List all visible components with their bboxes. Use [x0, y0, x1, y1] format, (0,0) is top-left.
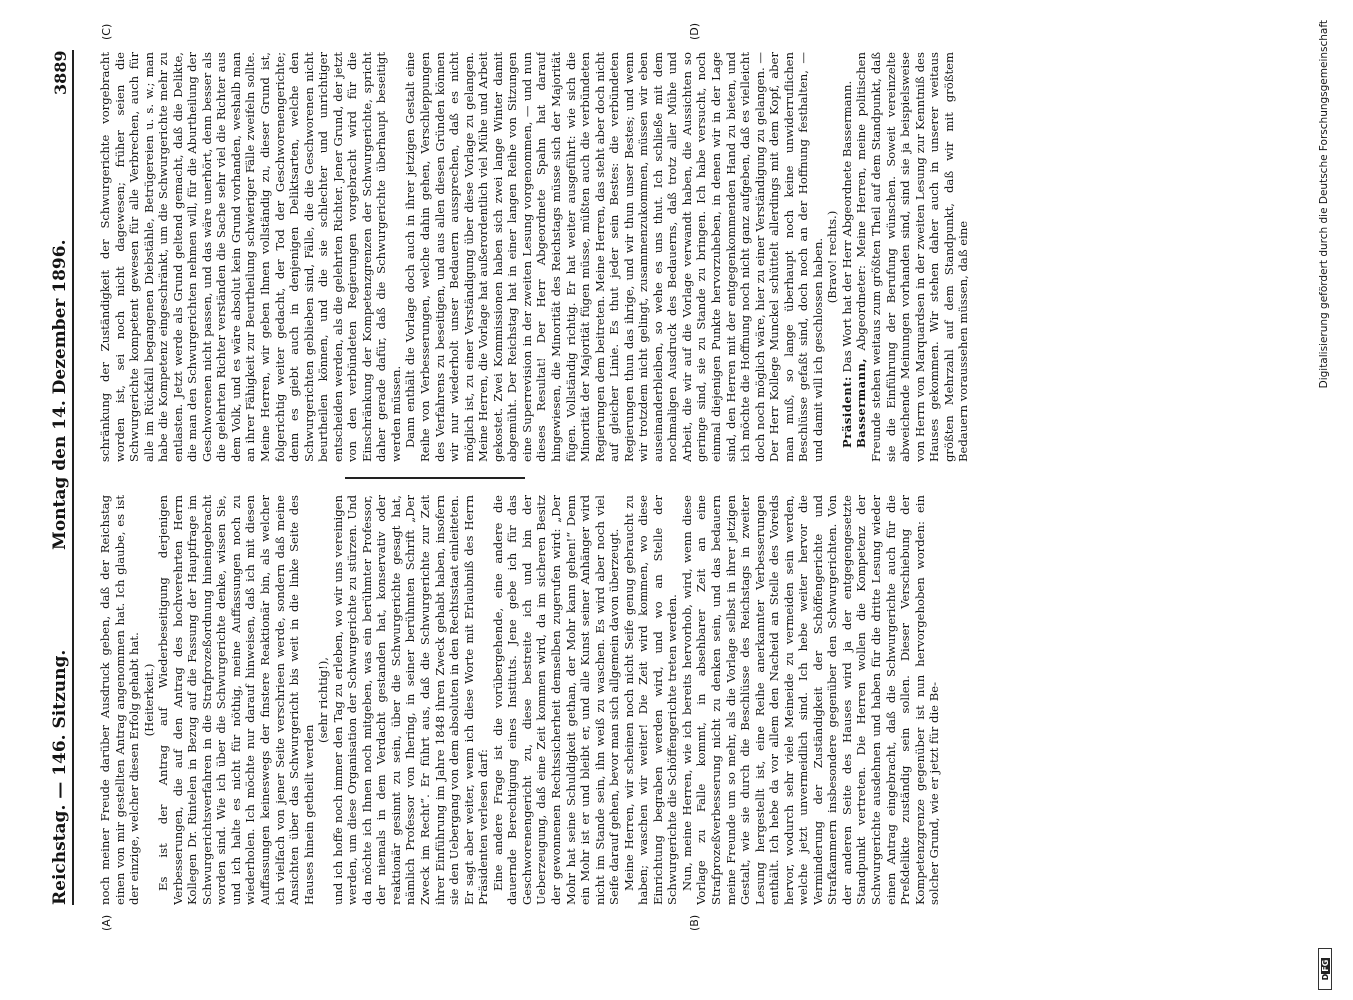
margin-marker-c: (C) [100, 23, 113, 40]
running-header-date: Montag den 14. Dezember 1896. [50, 239, 70, 550]
interjection: (sehr richtig!), [316, 657, 331, 743]
quotation: Eine andere Frage ist die vorübergehende, eine andere die dauernde Berechtigung eines Instituts. Jene gebe ich für das Geschworenengericht zu, diese bestreite ich und bin der Ueberzeugung, daß eine Zeit kommen wird, da im sicheren Besitz der gewonnenen Rechtssicherheit demselben zugerufen wird: „Der Mohr hat seine Schuldigkeit gethan, der Mohr kann gehen!“ Denn ein Mohr ist er und bleibt er, und alle Kunst seiner Anhänger wird nicht im Stande sein, ihn weiß zu waschen. Es wird aber noch viel Seife darauf gehen, bevor man sich allgemein davon überzeugt. [490, 495, 622, 905]
paragraph: Es ist der Antrag auf Wiederbeseitigung derjenigen Verbesserungen, die auf den Antrag des hochverehrten Herrn Kollegen Dr. Rintelen in Bezug auf die Fassung der Hauptfrage im Schwurgerichtsverfahren in die Strafprozeßordnung hineingebracht worden sind. Wie ich über die Schwurgerichte denke, wissen Sie, und ich halte es nicht für nöthig, meine Auffassungen noch zu wiederholen. Ich möchte nur darauf hinweisen, daß ich mit diesen Auffassungen keineswegs der finstere Reaktionär bin, als welcher ich vielfach von jener Seite verschrieen werde, sondern daß meine Ansichten über das Schwurgericht bis weit in die linke Seite des Hauses hinein getheilt werden [156, 495, 316, 905]
margin-marker-b: (B) [688, 914, 701, 931]
president-remark [840, 52, 855, 462]
margin-marker-a: (A) [100, 914, 113, 931]
page-number: 3889 [51, 50, 70, 95]
margin-marker-d: (D) [688, 22, 701, 40]
column-divider [345, 477, 525, 479]
running-header-session: Reichstag. — 146. Sitzung. [50, 649, 70, 905]
speaker-name: Präsident: [839, 376, 854, 448]
speaker-name: Bassermann, [854, 357, 869, 448]
paragraph: Nun, meine Herren, wie ich bereits hervorhob, wird, wenn diese Vorlage zu Falle kommt, in absehbarer Zeit an eine Strafprozeßverbesserung nicht zu denken sein, und das bedauern meine Freunde um so mehr, als die Vorlage selbst in ihrer jetzigen Gestalt, wie sie durch die Beschlüsse des Reichstags in zweiter Lesung hergestellt ist, eine Reihe anerkannter Verbesserungen enthält. Ich hebe da vor allem den Nacheid an Stelle des Voreids hervor, wodurch sehr viele Meineide zu vermeiden sein werden, welche jetzt unvermeidlich sind. Ich hebe weiter hervor die Verminderung der Zuständigkeit der Schöffengerichte und Strafkammern insbesondere gegenüber den Schwurgerichten. Von der anderen Seite des Hauses wird ja der entgegengesetzte Standpunkt vertreten. Die Herren wollen die Kompetenz der Schwurgerichte ausdehnen und haben für die dritte Lesung wieder einen Antrag eingebracht, daß die Schwurgerichte auch für die Preßdelikte zuständig sein sollen. Dieser Verschiebung der Kompetenzgrenze gegenüber ist nun hervorgehoben worden: ein solcher Grund, wie er jetzt für die Be- [679, 495, 942, 905]
speech-text: Abgeordneter: Meine Herren, meine politischen Freunde stehen weitaus zum größten Theil auf dem Standpunkt, daß sie die Einführung der Berufung wünschen. Soweit vereinzelte abweichende Meinungen vorhanden sind, sind sie ja beispielsweise von Herrn von Marquardsen in der zweiten Lesung zur Kenntniß des Hauses gekommen. Wir stehen daher auch in unserer weitaus größten Mehrzahl auf dem Standpunkt, daß wir mit größtem Bedauern voraussehen müssen, daß eine [854, 52, 971, 462]
paragraph: schränkung der Zuständigkeit der Schwurgerichte vorgebracht worden ist, sei noch nicht dagewesen; früher seien die Schwurgerichte kompetent gewesen für alle Verbrechen, auch für alle im Rückfall begangenen Diebstähle, Betrügereien u. s. w.; man habe die Kompetenz eingeschränkt, um die Schwurgerichte mehr zu entlasten. Jetzt werde als Grund geltend gemacht, daß die Delikte, die man den Schwurgerichten nehmen will, für die Aburtheilung der Geschworenen nicht passen, und das wäre unerhört, denn besser als die gelehrten Richter verständen die Sache sehr viel die Richter aus dem Volk, und es wäre absolut kein Grund vorhanden, weshalb man an ihrer Fähigkeit zur Beurtheilung schwieriger Fälle zweifeln sollte. Meine Herren, wir geben Ihnen vollständig zu, dieser Grund ist, folgerichtig weiter gedacht, der Tod der Geschworenengerichte; denn es giebt auch in denjenigen Deliktsarten, welche den Schwurgerichten geblieben sind, Fälle, die die Geschworenen nicht beurtheilen können, und die sie schlechter und unrichtiger entscheiden werden, als die gelehrten Richter. Jener Grund, der jetzt von den verbündeten Regierungen vorgebracht wird für die Einschränkung der Kompetenzgrenzen der Schwurgerichte, spricht daher gerade dafür, daß die Schwurgerichte überhaupt beseitigt werden müssen. [98, 52, 403, 462]
paragraph: und ich hoffe noch immer den Tag zu erleben, wo wir uns vereinigen werden, um diese Organisation der Schwurgerichte zu stürzen. Und da möchte ich Ihnen noch mitgeben, was ein berühmter Professor, der niemals in dem Verdacht gestanden hat, konservativ oder reaktionär gesinnt zu sein, über die Schwurgerichte gesagt hat, nämlich Professor von Ihering, in seiner berühmten Schrift „Der Zweck im Recht“. Er führt aus, daß die Schwurgerichte zur Zeit ihrer Einführung im Jahre 1848 ihren Zweck gehabt haben, insofern sie den Uebergang von dem absoluten in den Rechtsstaat einleiteten. Er sagt aber weiter, wenn ich diese Worte mit Erlaubniß des Herrn Präsidenten verlesen darf: [330, 495, 491, 905]
paragraph: noch meiner Freude darüber Ausdruck geben, daß der Reichstag einen von mir gestellten Antrag angenommen hat. Ich glaube, es ist der einzige, welcher diesen Erfolg gehabt hat. [98, 495, 142, 905]
interjection: (Heiterkeit.) [141, 663, 156, 737]
speech-text: Das Wort hat der Herr Abgeordnete Bassermann. [839, 80, 854, 373]
interjection: (Bravo! rechts.) [825, 210, 840, 304]
left-column [98, 495, 1313, 905]
right-column [98, 52, 1313, 462]
dfg-logo: D FG [1318, 948, 1332, 990]
header-rule [72, 50, 74, 905]
paragraph: Dann enthält die Vorlage doch auch in ihrer jetzigen Gestalt eine Reihe von Verbesserungen, welche dahin gehen, Verschleppungen des Verfahrens zu beseitigen, und aus allen diesen Gründen können wir nur wiederholt unser Bedauern aussprechen, daß es nicht möglich ist, zu einer Verständigung über diese Vorlage zu gelangen. Meine Herren, die Vorlage hat außerordentlich viel Mühe und Arbeit gekostet. Zwei Kommissionen haben sich zwei lange Winter damit abgemüht. Der Reichstag hat in einer langen Reihe von Sitzungen eine Superrevision in der zweiten Lesung vorgenommen, — und nun dieses Resultat! Der Herr Abgeordnete Spahn hat darauf hingewiesen, die Minorität des Reichstags müsse sich der Majorität fügen. Vollständig richtig. Er hat weiter ausgeführt: wie sich die Minorität der Majorität fügen müsse, müßten auch die verbündeten Regierungen dem beitreten. Meine Herren, das steht aber doch nicht auf gleicher Linie. Es thut jeder sein Bestes: die verbündeten Regierungen thun das ihrige, und wir thun unser Bestes; und wenn wir trotzdem nicht gelingt, zusammenzukommen, müssen wir eben auseinanderbleiben, so wehe es uns thut. Ich schließe mit dem nochmaligen Ausdruck des Bedauerns, daß trotz aller Mühe und Arbeit, die wir auf die Vorlage verwandt haben, die Aussichten so geringe sind, sie zu Stande zu bringen. Ich habe versucht, noch einmal diejenigen Punkte hervorzuheben, in denen wir in der Lage sind, den Herren mit der entgegenkommenden Hand zu bieten, und ich möchte die Hoffnung noch nicht ganz aufgeben, daß es vielleicht doch noch möglich wäre, hier zu einer Verständigung zu gelangen. — Der Herr Kollege Munckel schüttelt allerdings mit dem Kopf, aber man muß, so lange überhaupt noch keine unwiderruflichen Beschlüsse gefaßt sind, doch noch an der Hoffnung festhalten, — und damit will ich geschlossen haben. [403, 52, 825, 462]
digitization-credit: Digitalisierung gefördert durch die Deutsche Forschungsgemeinschaft [1318, 20, 1330, 389]
paragraph: Meine Herren, wir scheinen noch nicht Seife genug gebraucht zu haben; waschen wir weiter! Die Zeit wird kommen, wo diese Einrichtung begraben werden wird, und wo an Stelle der Schwurgerichte die Schöffengerichte treten werden. [621, 495, 680, 905]
speech-paragraph [854, 52, 970, 462]
